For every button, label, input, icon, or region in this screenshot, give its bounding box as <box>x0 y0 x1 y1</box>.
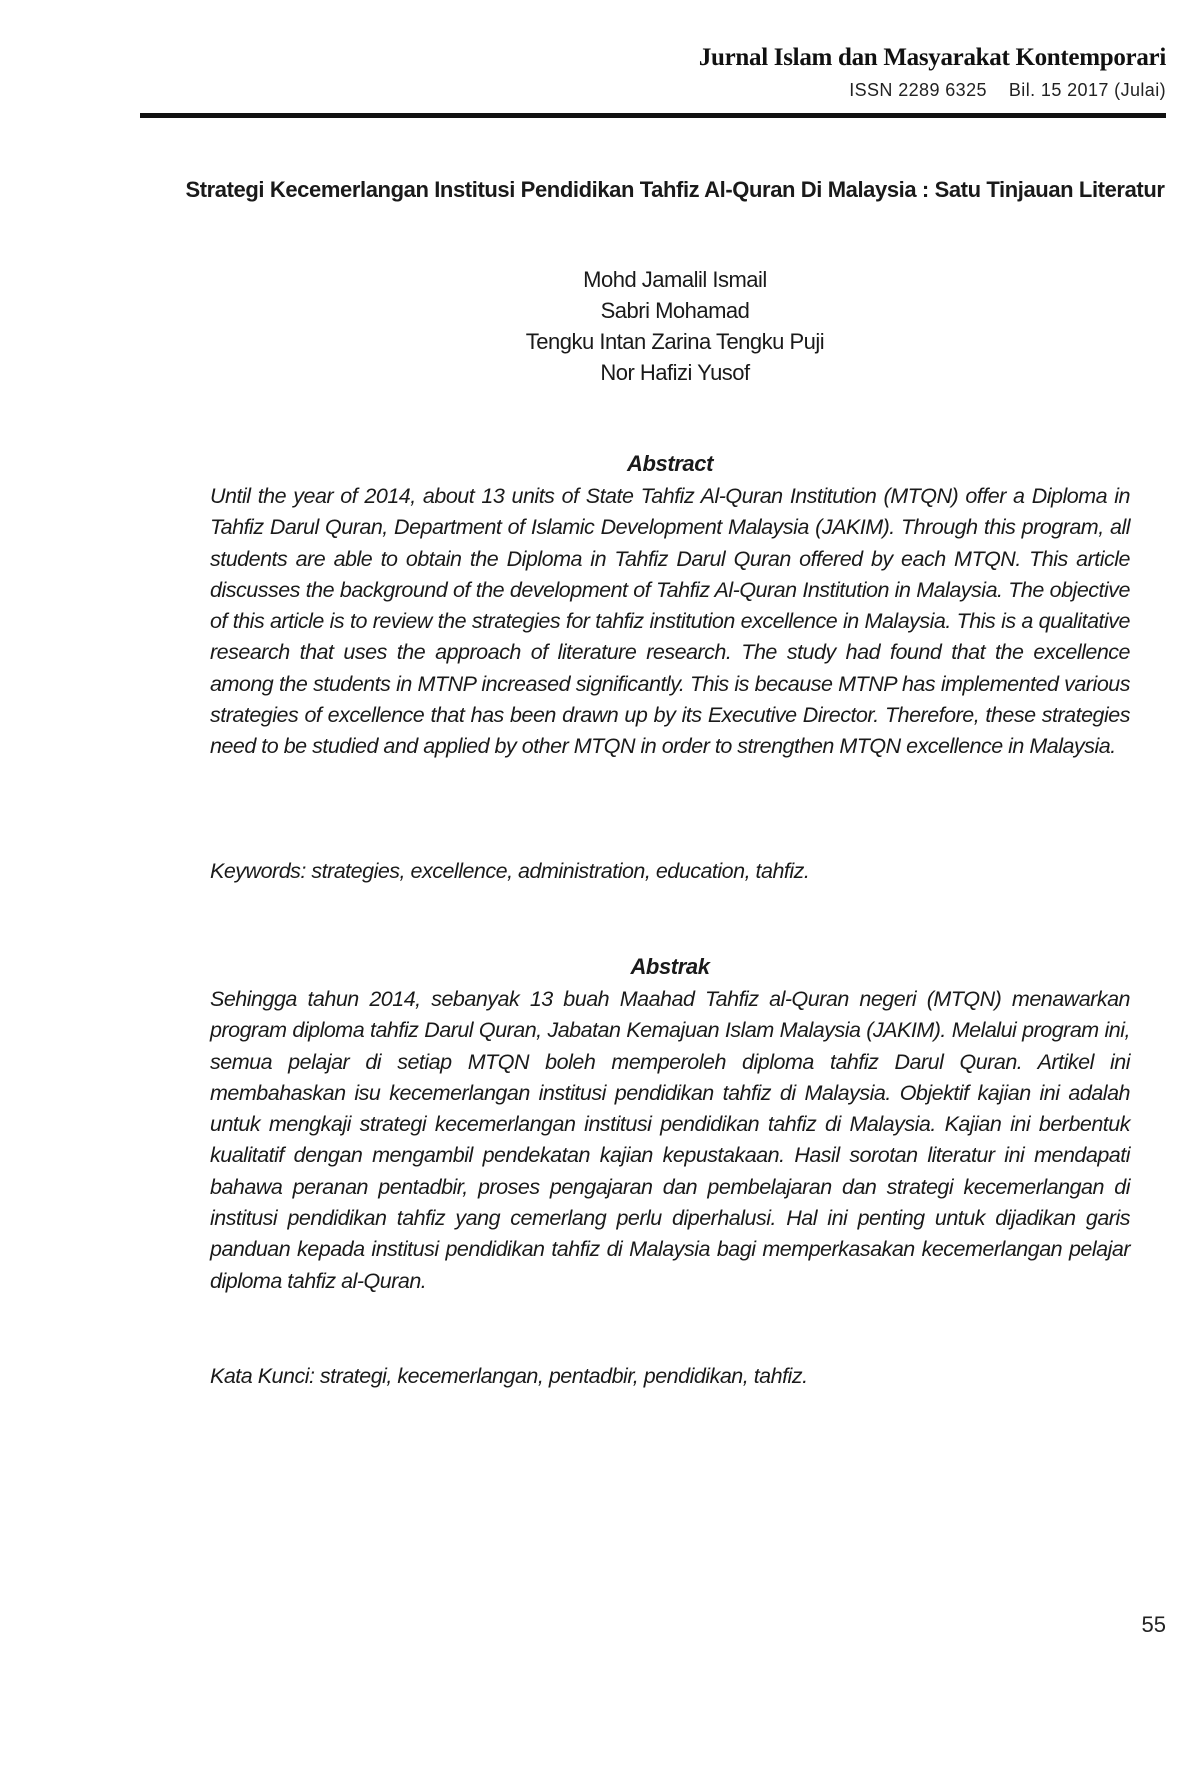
abstrak-body: Sehingga tahun 2014, sebanyak 13 buah Maahad Tahfiz al-Quran negeri (MTQN) menawarkan program diploma tahfiz Darul Quran, Jabatan Kemajuan Islam Malaysia (JAKIM). Melalui program ini, semua pelajar di setiap MTQN boleh memperoleh diploma tahfiz Darul Quran. Artikel ini membahaskan isu kecemerlangan institusi pendidikan tahfiz di Malaysia. Objektif kajian ini adalah untuk mengkaji strategi kecemerlangan institusi pendidikan tahfiz di Malaysia. Kajian ini berbentuk kualitatif dengan mengambil pendekatan kajian kepustakaan. Hasil sorotan literatur ini mendapati bahawa peranan pentadbir, proses pengajaran dan pembelajaran dan strategi kecemerlangan di institusi pendidikan tahfiz yang cemerlang perlu diperhalusi. Hal ini penting untuk dijadikan garis panduan kepada institusi pendidikan tahfiz di Malaysia bagi memperkasakan kecemerlangan pelajar diploma tahfiz al-Quran. <box>210 987 1130 1293</box>
author-name: Sabri Mohamad <box>600 298 750 323</box>
abstract-heading: Abstract <box>626 451 714 476</box>
article-title: Strategi Kecemerlangan Institusi Pendidikan Tahfiz Al-Quran Di Malaysia : Satu Tinjauan Literatur <box>185 177 1165 202</box>
journal-issn-line <box>849 80 1166 101</box>
journal-name: Jurnal Islam dan Masyarakat Kontemporari <box>698 44 1166 71</box>
page-number: 55 <box>1141 1612 1166 1637</box>
keywords: Keywords: strategies, excellence, administration, education, tahfiz. <box>210 859 810 883</box>
author-list <box>185 264 1165 388</box>
kata-kunci: Kata Kunci: strategi, kecemerlangan, pentadbir, pendidikan, tahfiz. <box>210 1364 808 1388</box>
author-name: Tengku Intan Zarina Tengku Puji <box>525 329 825 354</box>
abstrak-heading: Abstrak <box>630 954 710 979</box>
issue-number: Bil. 15 2017 (Julai) <box>1008 80 1166 100</box>
author-name: Nor Hafizi Yusof <box>600 360 750 385</box>
issn-number: ISSN 2289 6325 <box>849 80 987 100</box>
header-divider <box>140 113 1166 118</box>
author-name: Mohd Jamalil Ismail <box>583 267 767 292</box>
abstract-body: Until the year of 2014, about 13 units of State Tahfiz Al-Quran Institution (MTQN) offer a Diploma in Tahfiz Darul Quran, Department of Islamic Development Malaysia (JAKIM). Through this program, all students are able to obtain the Diploma in Tahfiz Darul Quran offered by each MTQN. This article discusses the background of the development of Tahfiz Al-Quran Institution in Malaysia. The objective of this article is to review the strategies for tahfiz institution excellence in Malaysia. This is a qualitative research that uses the approach of literature research. The study had found that the excellence among the students in MTNP increased significantly. This is because MTNP has implemented various strategies of excellence that has been drawn up by its Executive Director. Therefore, these strategies need to be studied and applied by other MTQN in order to strengthen MTQN excellence in Malaysia. <box>210 484 1130 759</box>
